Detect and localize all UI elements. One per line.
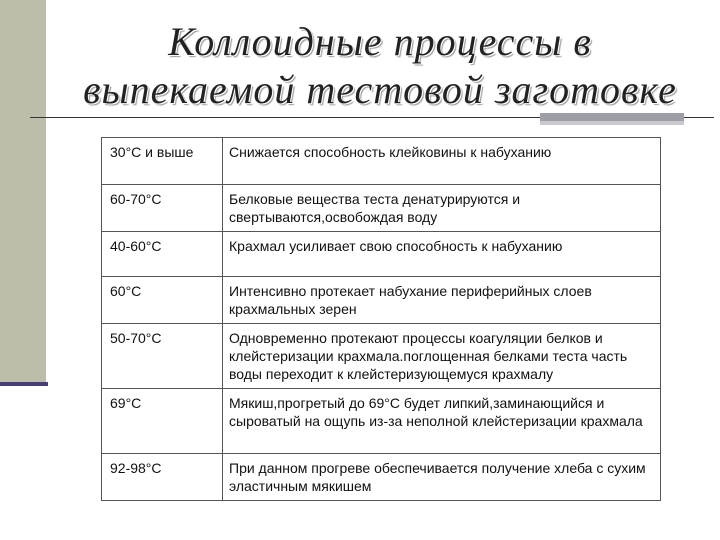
temperature-cell: 40-60°С — [102, 232, 223, 277]
left-decorative-bar — [0, 0, 46, 384]
temperature-cell: 50-70°С — [102, 324, 223, 389]
temperature-cell: 60-70°С — [102, 185, 223, 232]
table-row — [102, 138, 661, 185]
description-cell: Крахмал усиливает свою способность к набуханию — [223, 232, 661, 277]
table-row — [102, 277, 661, 324]
slide-title — [60, 18, 700, 114]
description-cell: Снижается способность клейковины к набуханию — [223, 138, 661, 185]
table-row — [102, 454, 661, 501]
description-cell: Интенсивно протекает набухание периферийных слоев крахмальных зерен — [223, 277, 661, 324]
temperature-cell: 92-98°С — [102, 454, 223, 501]
slide-title-line-2: выпекаемой тестовой заготовке — [83, 67, 677, 112]
description-cell: При данном прогреве обеспечивается получение хлеба с сухим эластичным мякишем — [223, 454, 661, 501]
table-row — [102, 232, 661, 277]
colloid-process-table — [101, 137, 661, 501]
temperature-cell: 69°С — [102, 389, 223, 454]
temperature-cell: 60°С — [102, 277, 223, 324]
table-row — [102, 185, 661, 232]
description-cell: Белковые вещества теста денатурируются и свертываются,освобождая воду — [223, 185, 661, 232]
description-cell: Мякиш,прогретый до 69°С будет липкий,заминающийся и сыроватый на ощупь из-за неполной клейстеризации крахмала — [223, 389, 661, 454]
table-row — [102, 389, 661, 454]
table-row — [102, 324, 661, 389]
title-accent-bar-shadow — [540, 121, 684, 125]
left-accent-line — [0, 382, 48, 386]
slide-title-line-1: Коллоидные процессы в — [168, 19, 592, 64]
temperature-cell: 30°С и выше — [102, 138, 223, 185]
description-cell: Одновременно протекают процессы коагуляции белков и клейстеризации крахмала.поглощенная белками теста часть воды переходит к клейстеризующемуся крахмалу — [223, 324, 661, 389]
